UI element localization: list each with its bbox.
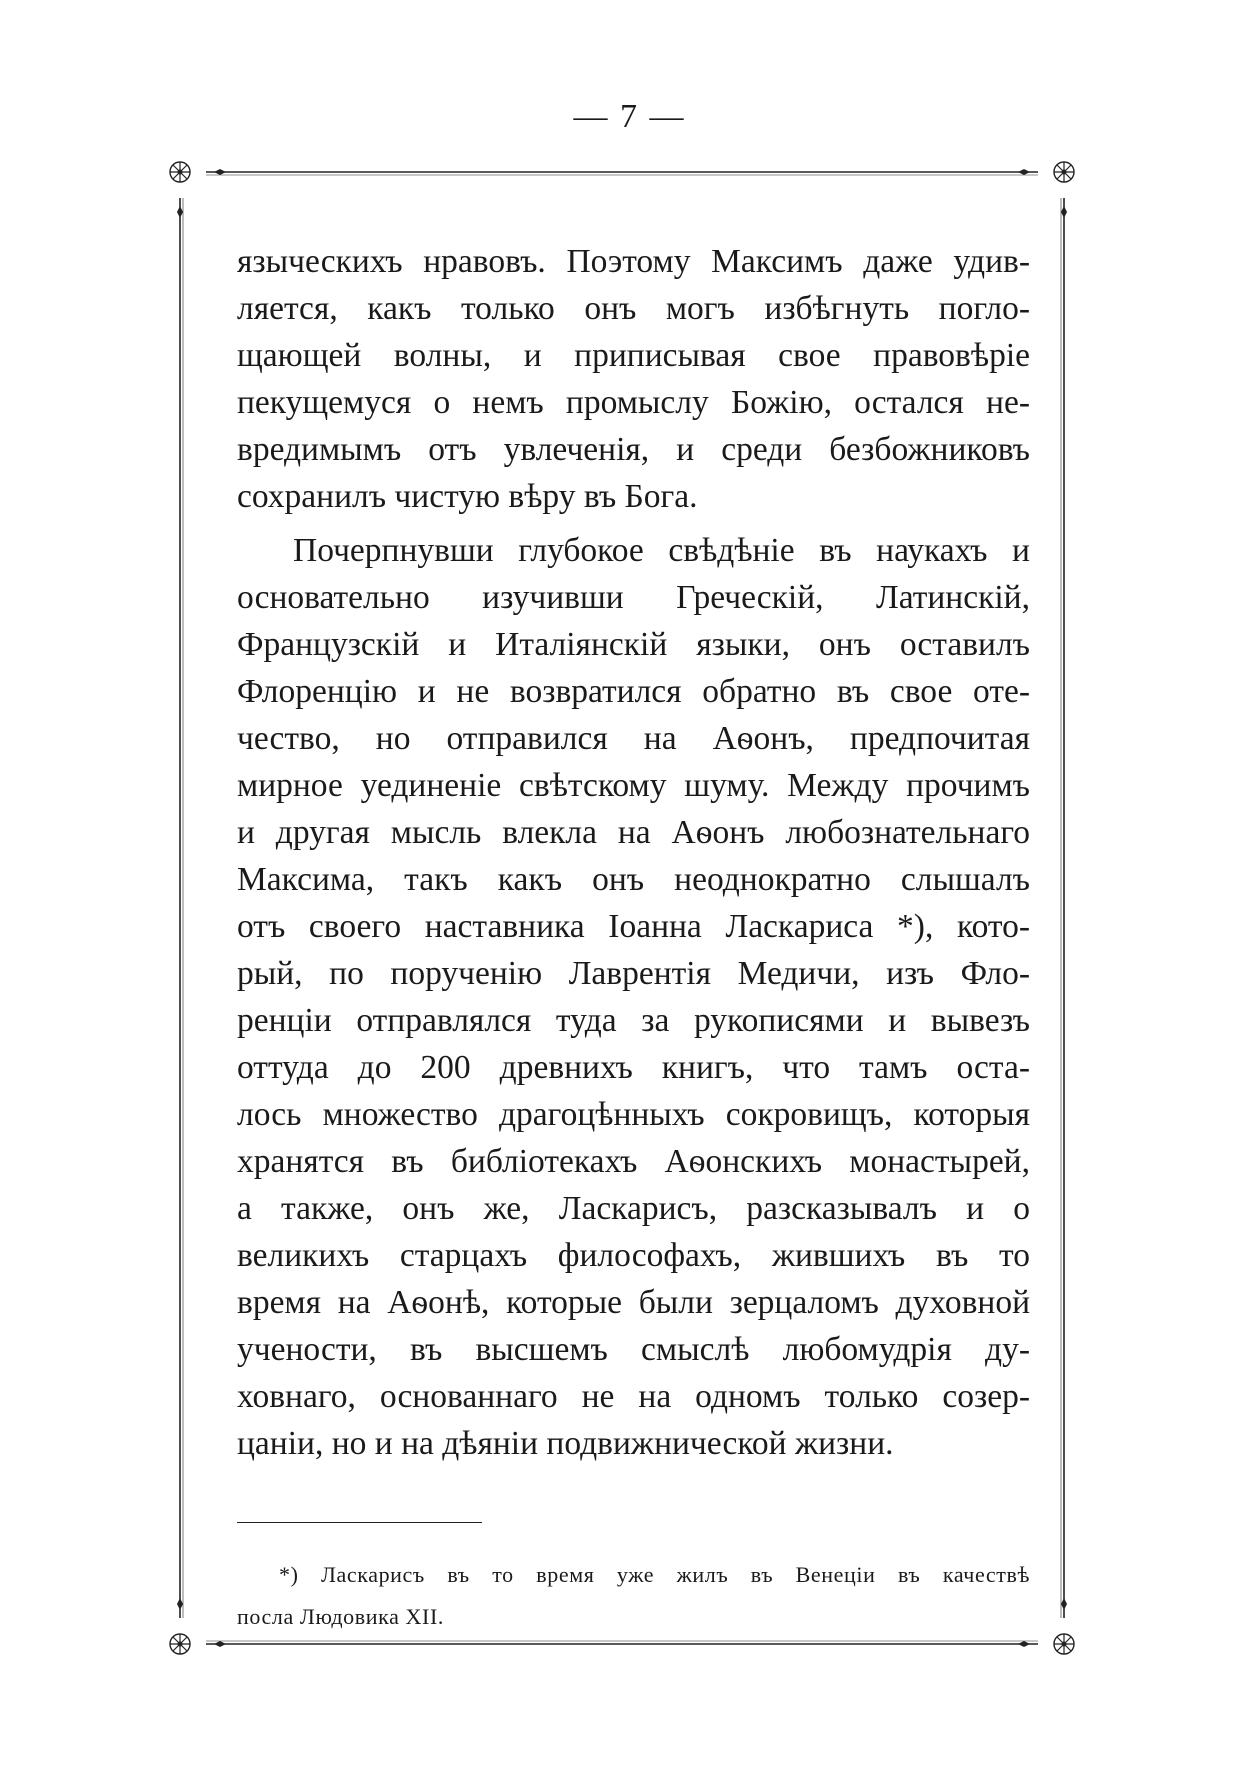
text-line: рый, по порученію Лаврентія Медичи, изъ Фло- bbox=[237, 955, 1030, 992]
text-line: вредимымъ отъ увлеченія, и среди безбожниковъ bbox=[237, 431, 1030, 468]
text-line: Французскій и Италіянскій языки, онъ оставилъ bbox=[237, 626, 1030, 663]
text-line: ховнаго, основаннаго не на одномъ только созер- bbox=[237, 1378, 1030, 1415]
text-line: хранятся въ библіотекахъ Аѳонскихъ монастырей, bbox=[237, 1143, 1030, 1180]
text-line: пекущемуся о немъ промыслу Божію, остался не- bbox=[237, 384, 1030, 421]
page-number: — 7 — bbox=[573, 98, 686, 135]
text-line: щающей волны, и приписывая свое правовѣріе bbox=[237, 337, 1030, 374]
text-line: языческихъ нравовъ. Поэтому Максимъ даже удив- bbox=[237, 243, 1030, 280]
text-line: оттуда до 200 древнихъ книгъ, что тамъ оста- bbox=[237, 1049, 1030, 1086]
text-line: отъ своего наставника Іоанна Ласкариса *), кото- bbox=[237, 908, 1030, 945]
footnote-divider bbox=[237, 1522, 482, 1523]
text-line: мирное уединеніе свѣтскому шуму. Между прочимъ bbox=[237, 767, 1030, 804]
text-line: великихъ старцахъ философахъ, жившихъ въ то bbox=[237, 1237, 1030, 1274]
body-text bbox=[237, 238, 1030, 1467]
footnote-line: посла Людовика XII. bbox=[237, 1604, 444, 1629]
text-line: Флоренцію и не возвратился обратно въ свое оте- bbox=[237, 673, 1030, 710]
footnote bbox=[237, 1554, 1030, 1638]
text-line: лось множество драгоцѣнныхъ сокровищъ, которыя bbox=[237, 1096, 1030, 1133]
text-line: основательно изучивши Греческій, Латинскій, bbox=[237, 579, 1030, 616]
text-line: Максима, такъ какъ онъ неоднократно слышалъ bbox=[237, 861, 1030, 898]
text-line: сохранилъ чистую вѣру въ Бога. bbox=[237, 478, 698, 515]
paragraph-2 bbox=[237, 527, 1030, 1467]
text-line: цаніи, но и на дѣяніи подвижнической жизни. bbox=[237, 1425, 894, 1462]
text-line: ляется, какъ только онъ могъ избѣгнуть погло- bbox=[237, 290, 1030, 327]
text-line: Почерпнувши глубокое свѣдѣніе въ наукахъ и bbox=[293, 532, 1030, 569]
text-line: чество, но отправился на Аѳонъ, предпочитая bbox=[237, 720, 1030, 757]
text-line: ренціи отправлялся туда за рукописями и вывезъ bbox=[237, 1002, 1030, 1039]
text-line: а также, онъ же, Ласкарисъ, разсказывалъ и о bbox=[237, 1190, 1030, 1227]
footnote-line: *) Ласкарисъ въ то время уже жилъ въ Венеціи въ качествѣ bbox=[279, 1562, 1030, 1587]
paragraph-1 bbox=[237, 238, 1030, 520]
text-line: учености, въ высшемъ смыслѣ любомудрія ду- bbox=[237, 1331, 1030, 1368]
text-line: время на Аѳонѣ, которые были зерцаломъ духовной bbox=[237, 1284, 1030, 1321]
text-line: и другая мысль влекла на Аѳонъ любознательнаго bbox=[237, 814, 1030, 851]
